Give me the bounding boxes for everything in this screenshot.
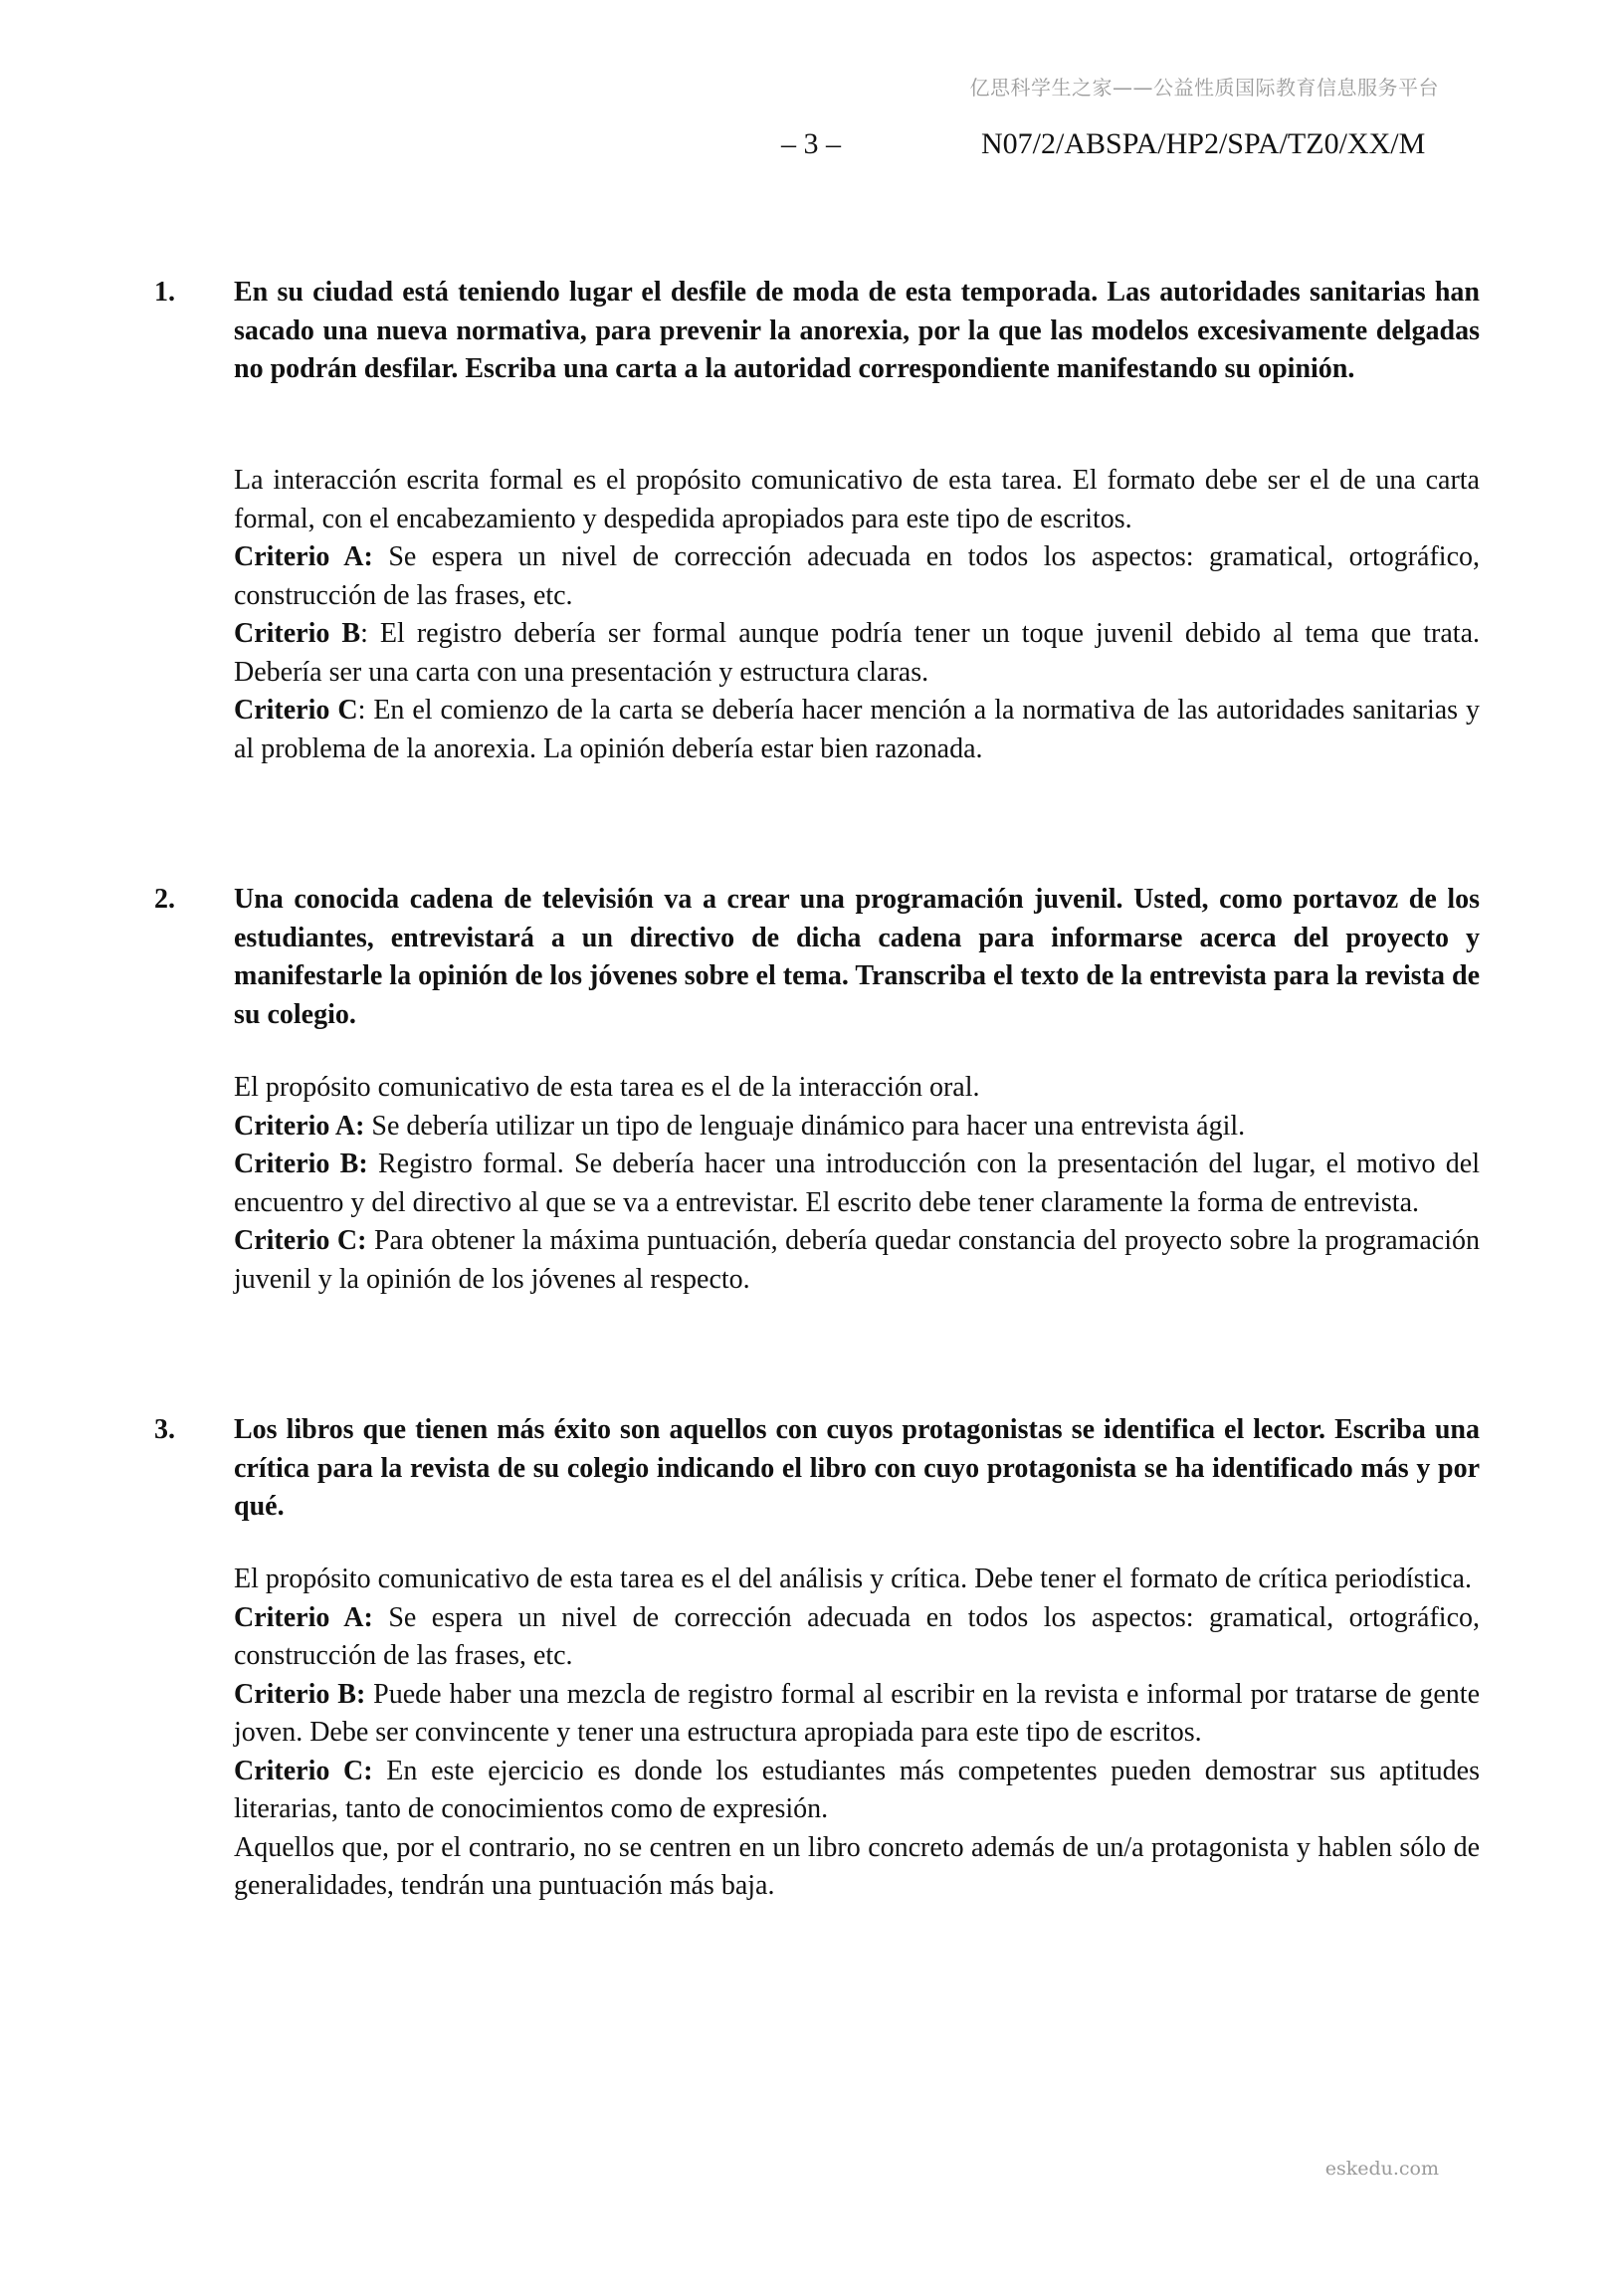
criterion-label: Criterio A: <box>234 1601 373 1633</box>
page-header <box>0 127 1623 167</box>
criterion-text: : El registro debería ser formal aunque podría tener un toque juvenil debido al tema que trata. Debería ser una carta con una presentación y estructura claras. <box>234 618 1480 688</box>
closing-note: Aquellos que, por el contrario, no se centren en un libro concreto además de un/a protagonista y hablen sólo de generalidades, tendrán una puntuación más baja. <box>234 1831 1480 1901</box>
document-code: N07/2/ABSPA/HP2/SPA/TZ0/XX/M <box>981 127 1426 160</box>
criterion-label: Criterio B <box>234 618 361 649</box>
question-number: 2. <box>154 884 175 915</box>
question-notes <box>234 1561 1480 1906</box>
criterion-label: Criterio C <box>234 695 358 726</box>
question-prompt: Una conocida cadena de televisión va a crear una programación juvenil. Usted, como portavoz de los estudiantes, entrevistará a un directivo de dicha cadena para informarse acerca del proyecto y manifestarle la opinión de los jóvenes sobre el tema. Transcriba el texto de la entrevista para la revista de su colegio. <box>234 884 1480 1030</box>
page-number: – 3 – <box>781 127 841 160</box>
criterion-a <box>234 1108 1480 1147</box>
criterion-label: Criterio A: <box>234 541 373 572</box>
criterion-c <box>234 692 1480 768</box>
criterion-text: Puede haber una mezcla de registro formal al escribir en la revista e informal por tratarse de gente joven. Debe ser convincente y tener una estructura apropiada para este tipo de escritos. <box>234 1678 1480 1748</box>
question-number: 3. <box>154 1414 175 1445</box>
question-notes <box>234 1069 1480 1299</box>
watermark-top: 亿思科学生之家——公益性质国际教育信息服务平台 <box>969 76 1439 100</box>
criterion-a <box>234 538 1480 615</box>
watermark-bottom: eskedu.com <box>1324 2158 1439 2180</box>
criterion-b <box>234 1676 1480 1753</box>
criterion-label: Criterio B: <box>234 1148 368 1179</box>
criterion-c <box>234 1753 1480 1829</box>
criterion-b <box>234 1146 1480 1222</box>
criterion-label: Criterio A: <box>234 1110 365 1142</box>
criterion-c <box>234 1222 1480 1299</box>
notes-intro: La interacción escrita formal es el propósito comunicativo de esta tarea. El formato debe ser el de una carta formal, con el encabezamiento y despedida apropiados para este tipo de escritos. <box>234 465 1480 534</box>
question-prompt: Los libros que tienen más éxito son aquellos con cuyos protagonistas se identifica el lector. Escriba una crítica para la revista de su colegio indicando el libro con cuyo protagonista se ha identificado más y por qué. <box>234 1414 1480 1522</box>
criterion-a <box>234 1599 1480 1676</box>
criterion-text: Para obtener la máxima puntuación, debería quedar constancia del proyecto sobre la programación juvenil y la opinión de los jóvenes al respecto. <box>234 1225 1480 1295</box>
criterion-b <box>234 615 1480 692</box>
criterion-text: Registro formal. Se debería hacer una introducción con la presentación del lugar, el motivo del encuentro y del directivo al que se va a entrevistar. El escrito debe tener claramente la forma de entrevista. <box>234 1148 1481 1218</box>
criterion-label: Criterio C: <box>234 1225 367 1256</box>
criterion-label: Criterio B: <box>234 1678 366 1710</box>
criterion-text: En este ejercicio es donde los estudiantes más competentes pueden demostrar sus aptitudes literarias, tanto de conocimientos como de expresión. <box>234 1755 1480 1824</box>
question-number: 1. <box>154 277 175 308</box>
notes-intro: El propósito comunicativo de esta tarea es el del análisis y crítica. Debe tener el formato de crítica periodística. <box>234 1564 1472 1594</box>
notes-intro: El propósito comunicativo de esta tarea es el de la interacción oral. <box>234 1072 980 1103</box>
question-prompt: En su ciudad está teniendo lugar el desfile de moda de esta temporada. Las autoridades sanitarias han sacado una nueva normativa, para prevenir la anorexia, por la que las modelos excesivamente delgadas no podrán desfilar. Escriba una carta a la autoridad correspondiente manifestando su opinión. <box>234 277 1480 384</box>
criterion-text: : En el comienzo de la carta se debería hacer mención a la normativa de las autoridades sanitarias y al problema de la anorexia. La opinión debería estar bien razonada. <box>234 695 1481 764</box>
question-notes <box>234 462 1480 768</box>
criterion-text: Se espera un nivel de corrección adecuada en todos los aspectos: gramatical, ortográfico, construcción de las frases, etc. <box>234 1601 1480 1671</box>
criterion-text: Se debería utilizar un tipo de lenguaje dinámico para hacer una entrevista ágil. <box>364 1110 1246 1142</box>
criterion-text: Se espera un nivel de corrección adecuada en todos los aspectos: gramatical, ortográfico, construcción de las frases, etc. <box>234 541 1480 611</box>
criterion-label: Criterio C: <box>234 1755 373 1786</box>
